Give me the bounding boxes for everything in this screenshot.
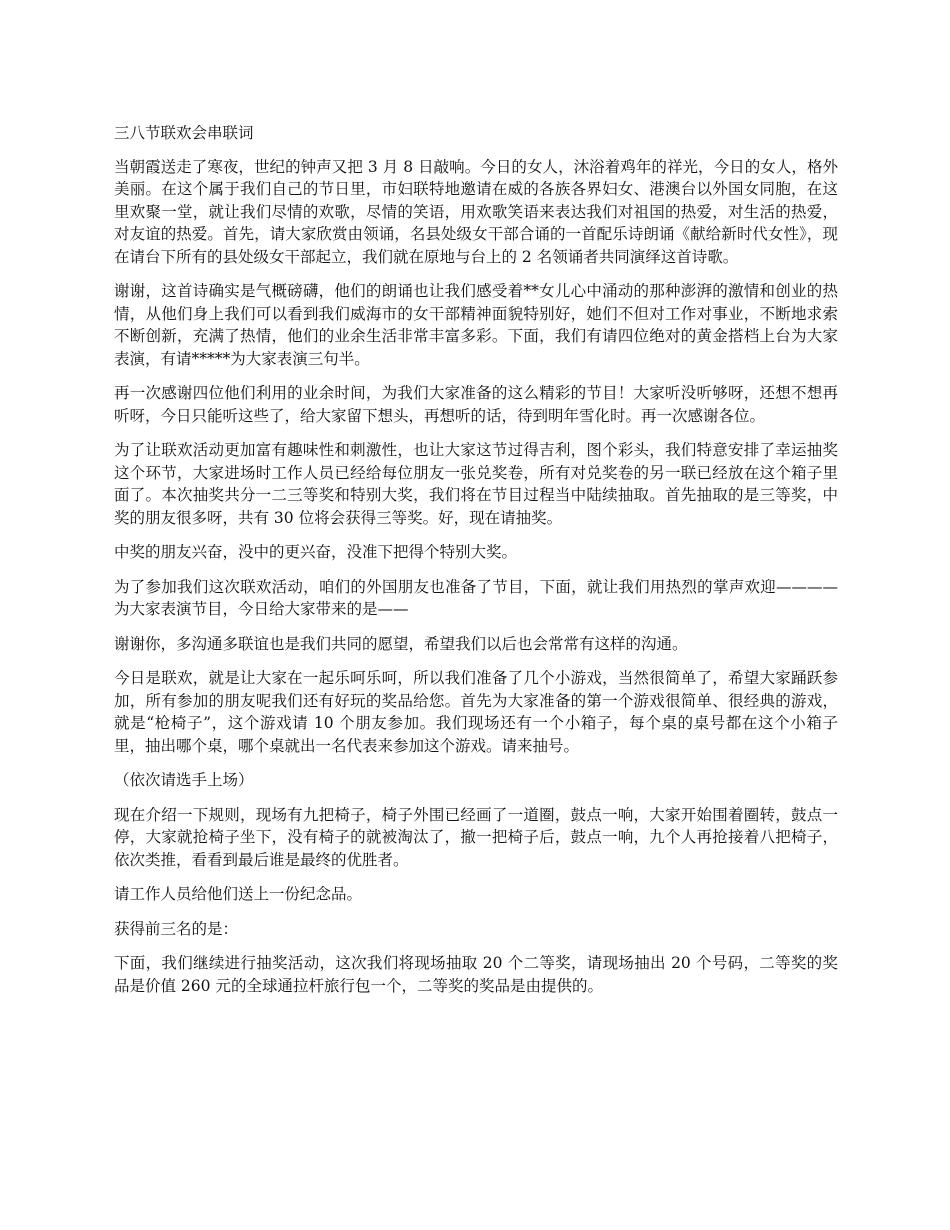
document-page — [114, 122, 838, 1009]
paragraph-game-rules: 现在介绍一下规则，现场有九把椅子，椅子外围已经画了一道圈，鼓点一响，大家开始围着圈转，鼓点一停，大家就抢椅子坐下，没有椅子的就被淘汰了，撤一把椅子后，鼓点一响，九个人再抢接着八把椅子，依次类推，看看到最后谁是最终的优胜者。 — [114, 805, 838, 869]
paragraph-game-intro: 今日是联欢，就是让大家在一起乐呵乐呵，所以我们准备了几个小游戏，当然很简单了，希望大家踊跃参加，所有参加的朋友呢我们还有好玩的奖品给您。首先为大家准备的第一个游戏很简单、很经典的游戏，就是“枪椅子”，这个游戏请 10 个朋友参加。我们现场还有一个小箱子，每个桌的桌号都在这个小箱子里，抽出哪个桌，哪个桌就出一名代表来参加这个游戏。请来抽号。 — [114, 669, 838, 755]
paragraph-second-prize: 下面，我们继续进行抽奖活动，这次我们将现场抽取 20 个二等奖，请现场抽出 20 个号码，二等奖的奖品是价值 260 元的全球通拉杆旅行包一个，二等奖的奖品是由提供的。 — [114, 954, 838, 995]
paragraph-opening: 当朝霞送走了寒夜，世纪的钟声又把 3 月 8 日敲响。今日的女人，沐浴着鸡年的祥光，今日的女人，格外美丽。在这个属于我们自己的节日里，市妇联特地邀请在威的各族各界妇女、港澳台以外国女同胞，在这里欢聚一堂，就让我们尽情的欢歌，尽情的笑语，用欢歌笑语来表达我们对祖国的热爱，对生活的热爱，对友谊的热爱。首先，请大家欣赏由领诵，名县处级女干部合诵的一首配乐诗朗诵《献给新时代女性》，现在请台下所有的县处级女干部起立，我们就在原地与台上的 2 名领诵者共同演绎这首诗歌。 — [114, 157, 838, 266]
paragraph-performance-thanks: 再一次感谢四位他们利用的业余时间，为我们大家准备的这么精彩的节目！大家听没听够呀，还想不想再听呀，今日只能听这些了，给大家留下想头，再想听的话，待到明年雪化时。再一次感谢各位。 — [114, 384, 838, 425]
paragraph-lottery-intro: 为了让联欢活动更加富有趣味性和刺激性，也让大家这节过得吉利，图个彩头，我们特意安排了幸运抽奖这个环节，大家进场时工作人员已经给每位朋友一张兑奖卷，所有对兑奖卷的另一联已经放在这个箱子里面了。本次抽奖共分一二三等奖和特别大奖，我们将在节目过程当中陆续抽取。首先抽取的是三等奖，中奖的朋友很多呀，共有 30 位将会获得三等奖。好，现在请抽奖。 — [114, 441, 838, 527]
paragraph-lottery-comment: 中奖的朋友兴奋，没中的更兴奋，没准下把得个特别大奖。 — [114, 543, 518, 561]
paragraph-poem-thanks: 谢谢，这首诗确实是气概磅礴，他们的朗诵也让我们感受着**女儿心中涌动的那种澎湃的激情和创业的热情，从他们身上我们可以看到我们威海市的女干部精神面貌特别好，她们不但对工作对事业，不断地求索不断创新，充满了热情，他们的业余生活非常丰富多彩。下面，我们有请四位绝对的黄金搭档上台为大家表演，有请*****为大家表演三句半。 — [114, 282, 838, 368]
document-title: 三八节联欢会串联词 — [114, 124, 254, 142]
paragraph-souvenir: 请工作人员给他们送上一份纪念品。 — [114, 885, 363, 903]
paragraph-stage-note: （依次请选手上场） — [114, 771, 254, 789]
paragraph-foreign-friends: 为了参加我们这次联欢活动，咱们的外国朋友也准备了节目，下面，就让我们用热烈的掌声欢迎————为大家表演节目，今日给大家带来的是—— — [114, 577, 838, 618]
paragraph-thank-you: 谢谢你，多沟通多联谊也是我们共同的愿望，希望我们以后也会常常有这样的沟通。 — [114, 634, 688, 653]
paragraph-top-three: 获得前三名的是： — [114, 919, 239, 938]
